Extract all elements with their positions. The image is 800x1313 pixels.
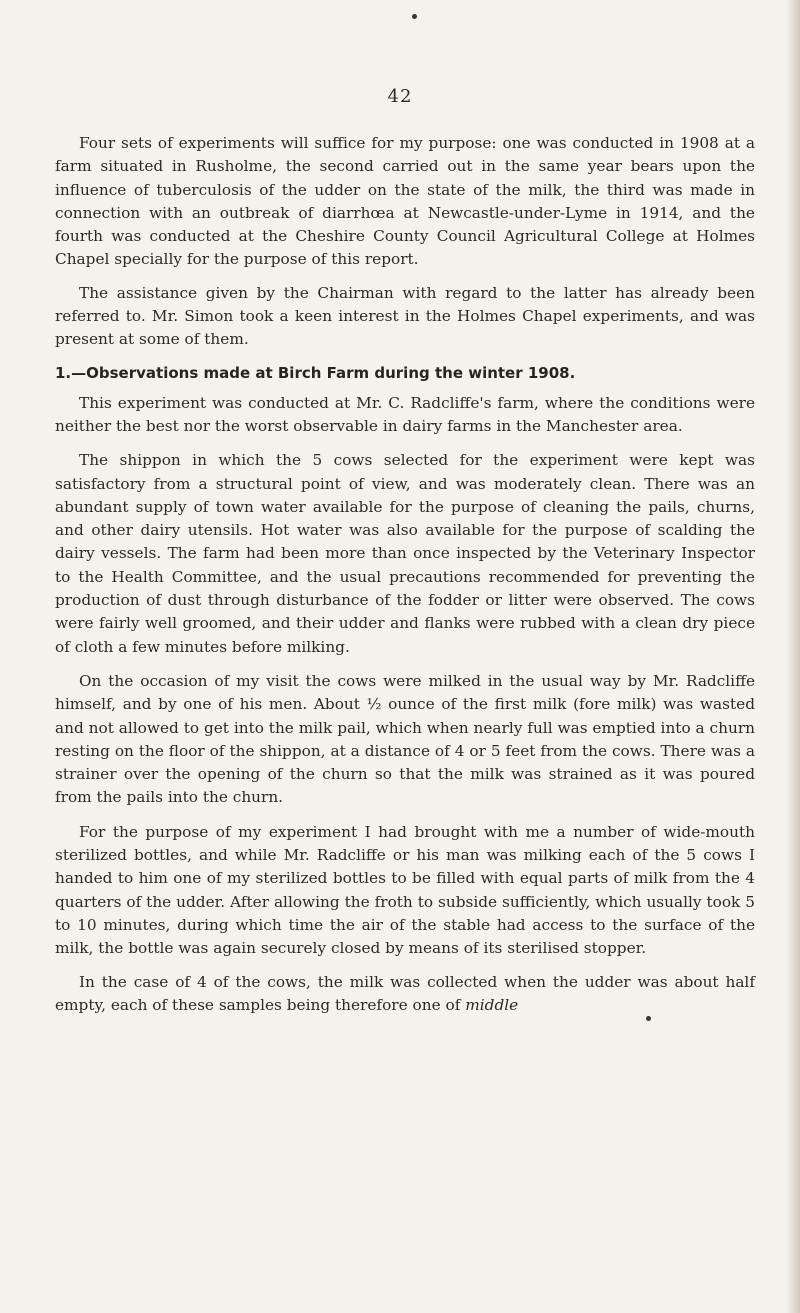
page-body xyxy=(55,132,755,1027)
italic-word: middle xyxy=(465,995,519,1014)
paragraph: The assistance given by the Chairman with regard to the latter has already been referred to. Mr. Simon took a keen interest in the Holmes Chapel experiments, and was present at some of them. xyxy=(55,283,755,349)
paragraph-text: In the case of 4 of the cows, the milk was collected when the udder was about half empty, each of these samples being therefore one of xyxy=(55,972,755,1014)
paragraph: On the occasion of my visit the cows were milked in the usual way by Mr. Radcliffe himself, and by one of his men. About ½ ounce of the first milk (fore milk) was wasted and not allowed to get into the milk pail, which when nearly full was emptied into a churn resting on the floor of the shippon, at a distance of 4 or 5 feet from the cows. There was a strainer over the opening of the churn so that the milk was strained as it was poured from the pails into the churn. xyxy=(55,671,755,807)
section-heading: 1.—Observations made at Birch Farm during the winter 1908. xyxy=(55,363,576,382)
page-number: 42 xyxy=(387,86,413,107)
paragraph-last xyxy=(55,971,755,1018)
paragraph: The shippon in which the 5 cows selected for the experiment were kept was satisfactory from a structural point of view, and was moderately clean. There was an abundant supply of town water available for the purpose of cleaning the pails, churns, and other dairy utensils. Hot water was also available for the purpose of scalding the dairy vessels. The farm had been more than once inspected by the Veterinary Inspector to the Health Committee, and the usual precautions recommended for preventing the production of dust through disturbance of the fodder or litter were observed. The cows were fairly well groomed, and their udder and flanks were rubbed with a clean dry piece of cloth a few minutes before milking. xyxy=(55,451,755,656)
paragraph: This experiment was conducted at Mr. C. Radcliffe's farm, where the conditions were neither the best nor the worst observable in dairy farms in the Manchester area. xyxy=(55,393,755,435)
ink-speck xyxy=(412,14,417,19)
paragraph: For the purpose of my experiment I had brought with me a number of wide-mouth sterilized bottles, and while Mr. Radcliffe or his man was milking each of the 5 cows I handed to him one of my sterilized bottles to be filled with equal parts of milk from the 4 quarters of the udder. After allowing the froth to subside sufficiently, which usually took 5 to 10 minutes, during which time the air of the stable had access to the surface of the milk, the bottle was again securely closed by means of its sterilised stopper. xyxy=(55,822,755,958)
page-edge-shadow xyxy=(786,0,800,1313)
paragraph: Four sets of experiments will suffice for my purpose: one was conducted in 1908 at a farm situated in Rusholme, the second carried out in the same year bears upon the influence of tuberculosis of the udder on the state of the milk, the third was made in connection with an outbreak of diarrhœa at Newcastle-under-Lyme in 1914, and the fourth was conducted at the Cheshire County Council Agricultural College at Holmes Chapel specially for the purpose of this report. xyxy=(55,134,755,269)
